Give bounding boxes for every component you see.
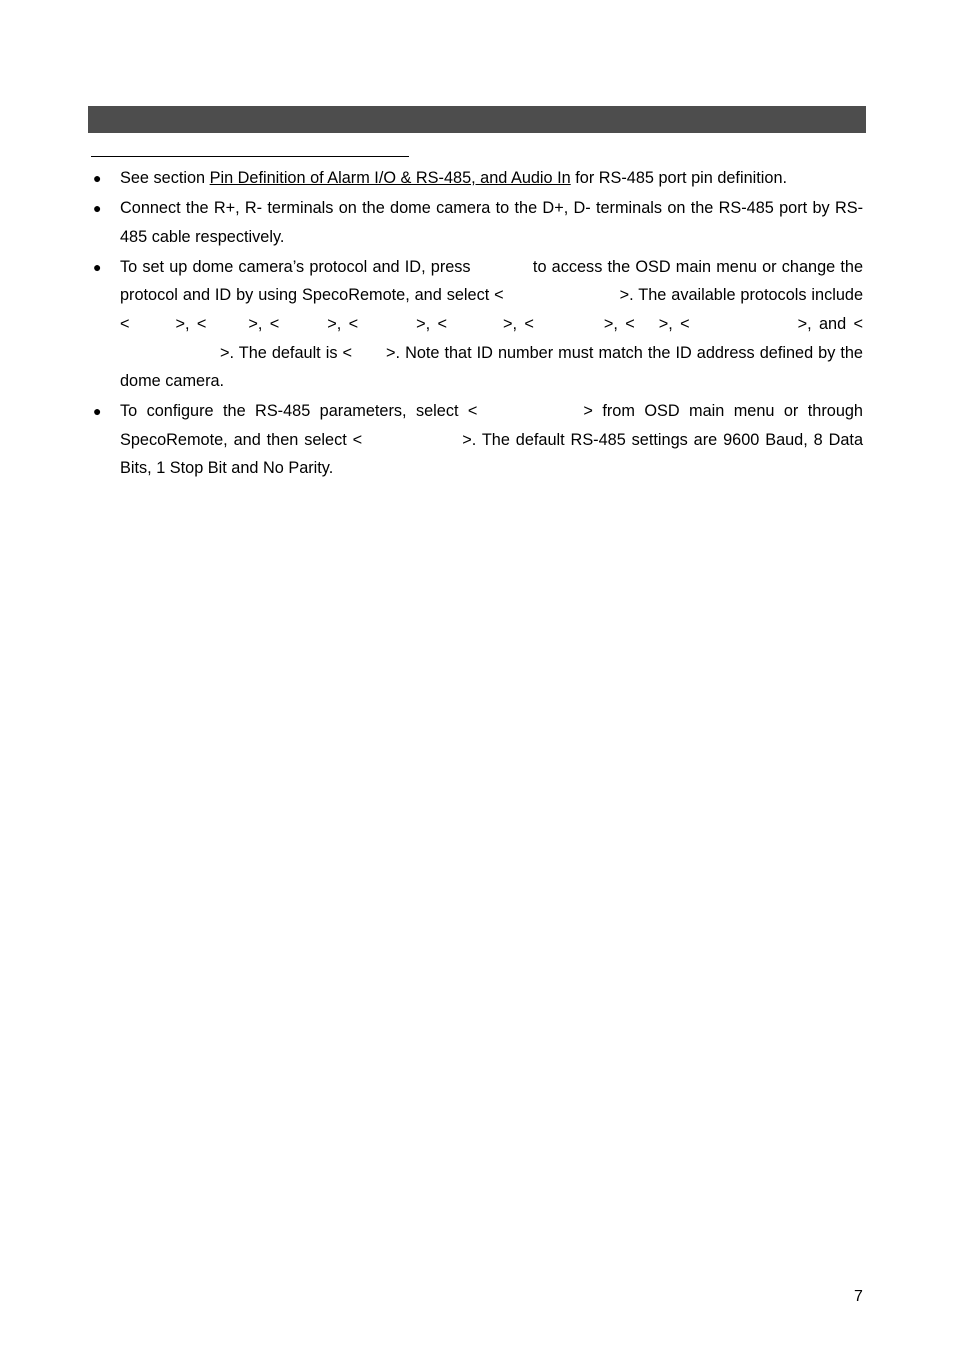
item-text-part: >, < <box>416 314 448 333</box>
list-item <box>91 164 863 193</box>
item-text-part: To set up dome camera’s protocol and ID, press <box>120 257 476 276</box>
list-item <box>91 397 863 483</box>
item-text-part: >. Note that ID number must match the ID address defined by the dome camera. <box>120 343 863 391</box>
bullet-icon: ● <box>93 403 102 420</box>
page-number: 7 <box>854 1288 863 1305</box>
item-text-part: to access the OSD main menu or change the protocol and ID by using SpecoRemote, and select < <box>120 257 863 305</box>
section-header-bar <box>88 106 866 133</box>
bullet-icon: ● <box>93 170 102 186</box>
item-text-part: >, < <box>503 314 534 333</box>
item-text-pre: See section <box>120 169 210 187</box>
item-text-part: >. The available protocols include < <box>120 286 864 333</box>
item-text-part: >, < <box>248 314 280 333</box>
item-text-part: To configure the RS-485 parameters, select < <box>120 402 478 421</box>
item-text-post: for RS-485 port pin definition. <box>570 169 788 187</box>
item-text: Connect the R+, R- terminals on the dome camera to the D+, D- terminals on the RS-485 port by RS-485 cable respectively. <box>120 199 863 246</box>
bullet-list <box>91 164 863 485</box>
item-text-part: >. The default RS-485 settings are 9600 Baud, 8 Data Bits, 1 Stop Bit and No Parity. <box>120 430 863 478</box>
item-text-part: >. The default is < <box>220 343 353 362</box>
bullet-icon: ● <box>93 258 102 275</box>
pin-definition-link[interactable]: Pin Definition of Alarm I/O & RS-485, and Audio In <box>209 169 571 187</box>
subheading-underline <box>91 156 409 157</box>
item-text-part: >, < <box>658 314 690 333</box>
item-text-part: >, < <box>603 314 635 333</box>
bullet-icon: ● <box>93 200 102 217</box>
list-item <box>91 194 863 251</box>
item-text-part: >, and < <box>797 314 863 333</box>
list-item <box>91 253 863 396</box>
item-text-part: > from OSD main menu or through SpecoRemote, and then select < <box>120 402 863 449</box>
item-text-part: >, < <box>175 314 207 333</box>
item-text-part: >, < <box>327 314 359 333</box>
